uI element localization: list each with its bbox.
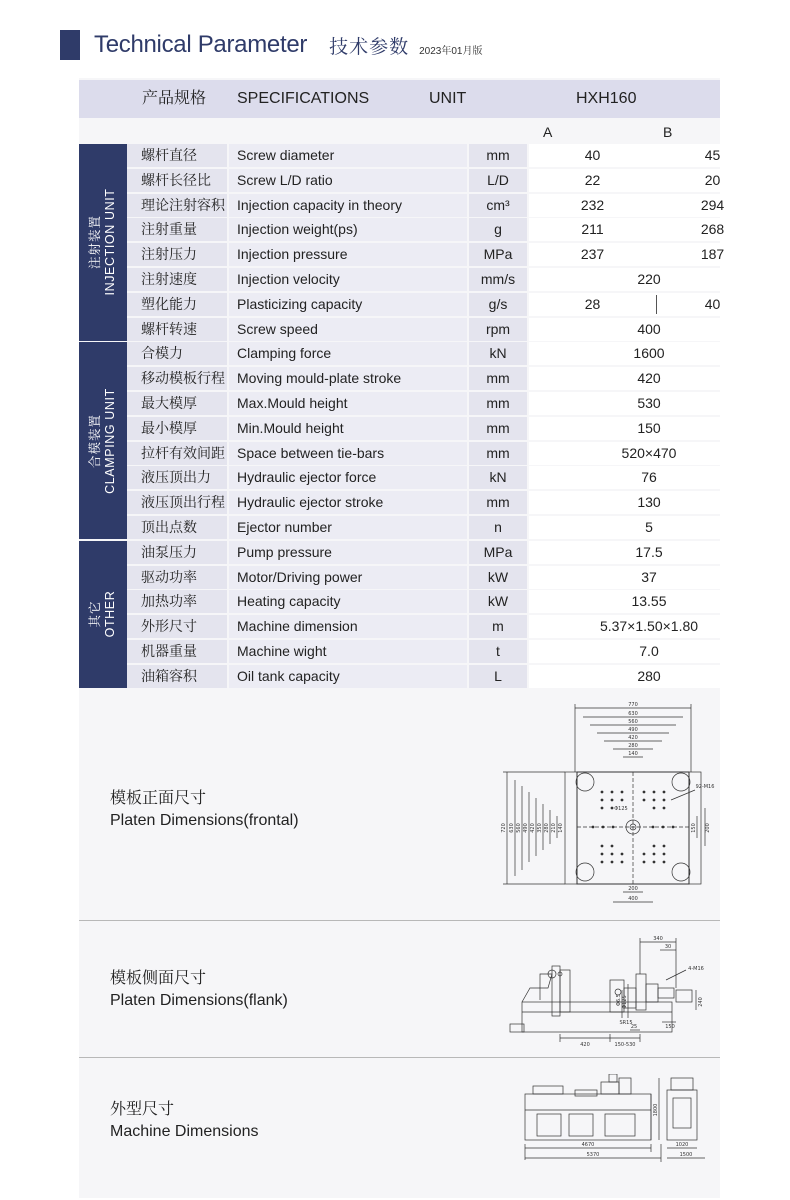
dimension-label: 4670 (581, 1142, 595, 1148)
dimension-label: Φ6.5 (616, 994, 622, 1006)
dimension-label: 420 (580, 1042, 590, 1048)
row-label-en: Hydraulic ejector stroke (229, 491, 467, 514)
row-label-cn: 加热功率 (127, 590, 227, 613)
section-clamping-unit (79, 342, 127, 539)
section-label (88, 189, 118, 296)
flank-dimensions-caption (110, 968, 288, 1012)
flank-caption-cn: 模板侧面尺寸 (110, 970, 207, 987)
variant-b-label: B (663, 124, 673, 140)
row-label-en: Injection weight(ps) (229, 218, 467, 241)
row-label-en: Pump pressure (229, 541, 467, 564)
row-value-b: 40 (656, 293, 769, 316)
row-label-en: Injection velocity (229, 268, 467, 291)
row-value: 130 (529, 491, 769, 514)
section-label-en: OTHER (103, 590, 117, 638)
row-label-cn: 螺杆长径比 (127, 169, 227, 192)
row-label-cn: 油泵压力 (127, 541, 227, 564)
row-unit: n (469, 516, 527, 539)
dimension-label: 1020 (675, 1142, 689, 1148)
row-unit: t (469, 640, 527, 663)
row-label-en: Screw L/D ratio (229, 169, 467, 192)
dimension-label: 350 (537, 823, 543, 833)
machine-caption-en: Machine Dimensions (110, 1123, 259, 1140)
dimension-label: 400 (628, 896, 638, 902)
dimension-label: 150-530 (614, 1042, 636, 1048)
row-label-cn: 最小模厚 (127, 417, 227, 440)
dimension-label: 25 (630, 1024, 638, 1030)
dimension-label: 140 (628, 751, 638, 757)
row-unit: cm³ (469, 194, 527, 217)
section-other (79, 541, 127, 688)
table-row (127, 615, 720, 638)
row-label-cn: 理论注射容积 (127, 194, 227, 217)
dimension-label: 420 (530, 823, 536, 833)
dimension-label: Φ125 (614, 806, 628, 812)
row-value: 420 (529, 367, 769, 390)
divider (79, 1057, 720, 1058)
row-value: 37 (529, 566, 769, 589)
section-label-cn: 合模装置 (88, 413, 102, 468)
frontal-caption-cn: 模板正面尺寸 (110, 790, 207, 807)
page-title: Technical Parameter (94, 31, 308, 58)
row-label-en: Screw diameter (229, 144, 467, 167)
row-value: 17.5 (529, 541, 769, 564)
header-model: HXH160 (576, 90, 637, 107)
dimension-label: 1800 (653, 1103, 659, 1117)
row-label-cn: 拉杆有效间距 (127, 442, 227, 465)
row-label-cn: 注射速度 (127, 268, 227, 291)
row-unit: MPa (469, 541, 527, 564)
dimension-label: 560 (628, 719, 638, 725)
row-unit: g/s (469, 293, 527, 316)
row-label-en: Injection capacity in theory (229, 194, 467, 217)
dimension-label: 30 (664, 944, 672, 950)
frontal-caption-en: Platen Dimensions(frontal) (110, 812, 299, 829)
page-title-cn: 技术参数 (329, 36, 410, 58)
section-label-en: INJECTION UNIT (103, 188, 117, 296)
dimension-label: 4-M16 (688, 966, 704, 972)
row-value-a: 237 (529, 243, 656, 266)
row-unit: mm (469, 144, 527, 167)
dimension-label: 280 (544, 823, 550, 833)
row-value-b: 45 (656, 144, 769, 167)
row-value: 280 (529, 665, 769, 688)
table-row (127, 516, 720, 539)
spec-table-header (79, 80, 720, 118)
dimension-label: 630 (628, 711, 638, 717)
row-value: 520×470 (529, 442, 769, 465)
machine-outline-drawing (515, 1074, 725, 1166)
table-row (127, 392, 720, 415)
table-row (127, 442, 720, 465)
row-unit: mm/s (469, 268, 527, 291)
table-row (127, 218, 725, 241)
table-row (127, 268, 720, 291)
row-label-en: Machine wight (229, 640, 467, 663)
dimension-label: 1500 (679, 1152, 693, 1158)
table-row (127, 640, 720, 663)
header-unit: UNIT (429, 90, 467, 107)
dimension-label: 560 (516, 823, 522, 833)
table-row (127, 566, 720, 589)
dimension-label: 490 (523, 823, 529, 833)
row-label-cn: 机器重量 (127, 640, 227, 663)
row-unit: mm (469, 417, 527, 440)
row-label-cn: 移动模板行程 (127, 367, 227, 390)
row-label-cn: 最大模厚 (127, 392, 227, 415)
row-unit: g (469, 218, 527, 241)
section-label (88, 388, 118, 494)
section-label-en: CLAMPING UNIT (103, 387, 117, 494)
platen-frontal-drawing (495, 700, 725, 910)
row-label-en: Moving mould-plate stroke (229, 367, 467, 390)
row-label-cn: 顶出点数 (127, 516, 227, 539)
machine-caption-cn: 外型尺寸 (110, 1101, 175, 1118)
dimension-label: 200 (705, 823, 711, 833)
row-value: 13.55 (529, 590, 769, 613)
dimension-label: 770 (628, 702, 638, 708)
column-divider (656, 295, 657, 314)
section-label (88, 591, 118, 638)
section-injection-unit (79, 144, 127, 341)
table-row (127, 491, 720, 514)
row-value-b: 20 (656, 169, 769, 192)
header-specifications: SPECIFICATIONS (237, 90, 370, 107)
row-value: 76 (529, 466, 769, 489)
row-label-cn: 塑化能力 (127, 293, 227, 316)
table-row (127, 590, 720, 613)
machine-dimensions-caption (110, 1099, 259, 1143)
table-row (127, 194, 725, 217)
row-value-a: 22 (529, 169, 656, 192)
row-label-en: Hydraulic ejector force (229, 466, 467, 489)
row-value-a: 28 (529, 293, 656, 316)
dimension-label: 490 (628, 727, 638, 733)
table-row (127, 417, 720, 440)
section-label-cn: 其它 (88, 600, 102, 628)
row-label-cn: 合模力 (127, 342, 227, 365)
row-label-en: Space between tie-bars (229, 442, 467, 465)
dimension-label: SR15 (619, 1020, 633, 1026)
header-cn: 产品规格 (142, 90, 207, 107)
table-row (127, 342, 720, 365)
row-label-en: Ejector number (229, 516, 467, 539)
row-label-en: Injection pressure (229, 243, 467, 266)
dimension-label: 140 (558, 823, 564, 833)
row-value-a: 40 (529, 144, 656, 167)
row-label-cn: 液压顶出行程 (127, 491, 227, 514)
frontal-dimensions-caption (110, 788, 299, 832)
row-label-en: Plasticizing capacity (229, 293, 467, 316)
row-label-cn: 注射压力 (127, 243, 227, 266)
dimension-label: 150 (665, 1024, 675, 1030)
flank-caption-en: Platen Dimensions(flank) (110, 992, 288, 1009)
row-unit: mm (469, 491, 527, 514)
table-row (127, 318, 720, 341)
row-unit: L (469, 665, 527, 688)
table-row (127, 293, 720, 316)
row-label-cn: 螺杆直径 (127, 144, 227, 167)
table-row (127, 541, 720, 564)
row-value-a: 232 (529, 194, 656, 217)
row-value-b: 187 (656, 243, 769, 266)
dimension-label: 200 (628, 886, 638, 892)
row-label-en: Machine dimension (229, 615, 467, 638)
row-value: 7.0 (529, 640, 769, 663)
row-value-b: 268 (656, 218, 769, 241)
row-label-en: Heating capacity (229, 590, 467, 613)
row-label-cn: 外形尺寸 (127, 615, 227, 638)
row-unit: MPa (469, 243, 527, 266)
dimension-label: 340 (653, 936, 663, 942)
row-unit: L/D (469, 169, 527, 192)
table-row (127, 144, 720, 167)
dimension-label: 150 (691, 823, 697, 833)
row-value: 220 (529, 268, 769, 291)
row-unit: m (469, 615, 527, 638)
row-value: 400 (529, 318, 769, 341)
row-label-en: Oil tank capacity (229, 665, 467, 688)
row-label-cn: 油箱容积 (127, 665, 227, 688)
row-unit: mm (469, 367, 527, 390)
table-row (127, 169, 720, 192)
table-row (127, 466, 720, 489)
row-value: 5.37×1.50×1.80 (529, 615, 769, 638)
divider (79, 920, 720, 921)
row-label-en: Max.Mould height (229, 392, 467, 415)
dimension-label: Φ125 (622, 995, 628, 1009)
row-unit: kN (469, 466, 527, 489)
dimension-label: 92-M16 (695, 784, 715, 790)
dimension-label: 5370 (586, 1152, 600, 1158)
dimension-label: 630 (509, 823, 515, 833)
row-value: 530 (529, 392, 769, 415)
row-value-b: 294 (656, 194, 769, 217)
dimension-label: 720 (501, 823, 507, 833)
row-label-cn: 液压顶出力 (127, 466, 227, 489)
row-label-en: Motor/Driving power (229, 566, 467, 589)
edition-date: 2023年01月版 (419, 45, 483, 57)
variant-a-label: A (543, 124, 553, 140)
header-accent-bar (60, 30, 80, 60)
table-row (127, 367, 720, 390)
row-unit: kW (469, 590, 527, 613)
section-label-cn: 注射装置 (88, 215, 102, 270)
table-row (127, 243, 725, 266)
dimension-label: 420 (628, 735, 638, 741)
row-value: 150 (529, 417, 769, 440)
dimension-label: 240 (698, 997, 704, 1007)
dimension-label: 210 (551, 823, 557, 833)
row-unit: mm (469, 392, 527, 415)
table-row (127, 665, 720, 688)
row-label-en: Min.Mould height (229, 417, 467, 440)
row-label-en: Screw speed (229, 318, 467, 341)
page-header (60, 28, 482, 62)
row-unit: kW (469, 566, 527, 589)
row-unit: mm (469, 442, 527, 465)
dimension-label: 280 (628, 743, 638, 749)
row-value: 5 (529, 516, 769, 539)
platen-flank-drawing (500, 930, 715, 1050)
row-label-cn: 注射重量 (127, 218, 227, 241)
row-value-a: 211 (529, 218, 656, 241)
row-label-en: Clamping force (229, 342, 467, 365)
row-unit: rpm (469, 318, 527, 341)
row-label-cn: 驱动功率 (127, 566, 227, 589)
row-label-cn: 螺杆转速 (127, 318, 227, 341)
row-value: 1600 (529, 342, 769, 365)
row-unit: kN (469, 342, 527, 365)
